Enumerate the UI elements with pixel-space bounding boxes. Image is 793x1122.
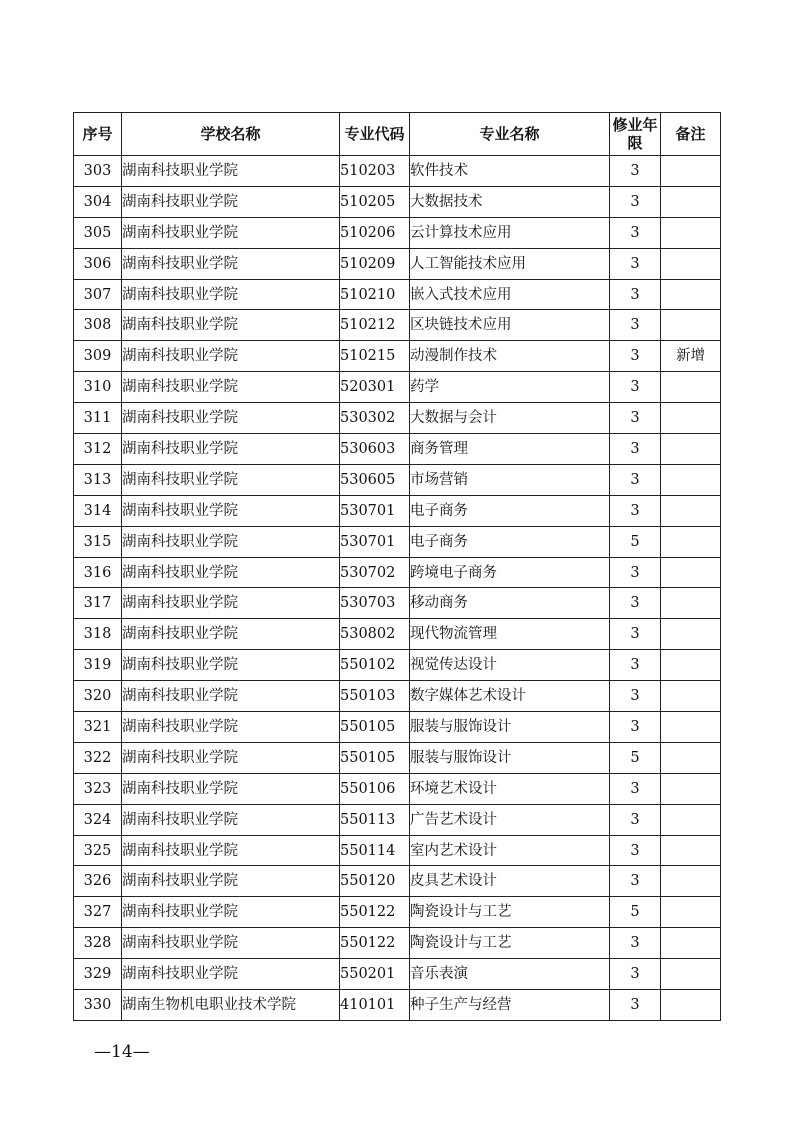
row-school: 湖南科技职业学院	[122, 248, 340, 279]
row-note	[661, 619, 721, 650]
row-note	[661, 248, 721, 279]
row-code: 550122	[340, 928, 410, 959]
table-row	[74, 279, 721, 310]
row-note	[661, 650, 721, 681]
row-major: 陶瓷设计与工艺	[410, 897, 610, 928]
row-note	[661, 681, 721, 712]
row-code: 530701	[340, 526, 410, 557]
table-header-row	[74, 113, 721, 156]
row-code: 550120	[340, 866, 410, 897]
row-major: 种子生产与经营	[410, 990, 610, 1021]
row-major: 跨境电子商务	[410, 557, 610, 588]
row-school: 湖南科技职业学院	[122, 712, 340, 743]
row-years: 3	[610, 773, 661, 804]
row-code: 550201	[340, 959, 410, 990]
table-row	[74, 495, 721, 526]
row-school: 湖南科技职业学院	[122, 619, 340, 650]
row-code: 550103	[340, 681, 410, 712]
row-school: 湖南科技职业学院	[122, 341, 340, 372]
table-row	[74, 341, 721, 372]
row-major: 人工智能技术应用	[410, 248, 610, 279]
row-index: 310	[74, 372, 122, 403]
row-code: 550114	[340, 835, 410, 866]
row-major: 视觉传达设计	[410, 650, 610, 681]
table-row	[74, 619, 721, 650]
row-code: 510212	[340, 310, 410, 341]
row-major: 药学	[410, 372, 610, 403]
row-years: 3	[610, 464, 661, 495]
row-note	[661, 310, 721, 341]
row-years: 3	[610, 403, 661, 434]
row-note	[661, 773, 721, 804]
row-code: 530302	[340, 403, 410, 434]
row-school: 湖南科技职业学院	[122, 464, 340, 495]
row-major: 市场营销	[410, 464, 610, 495]
row-index: 303	[74, 156, 122, 187]
row-index: 325	[74, 835, 122, 866]
row-years: 3	[610, 804, 661, 835]
table-row	[74, 372, 721, 403]
table-row	[74, 248, 721, 279]
header-index: 序号	[74, 113, 122, 156]
row-years: 5	[610, 897, 661, 928]
table-row	[74, 712, 721, 743]
row-major: 现代物流管理	[410, 619, 610, 650]
row-note	[661, 990, 721, 1021]
table-row	[74, 959, 721, 990]
row-major: 数字媒体艺术设计	[410, 681, 610, 712]
row-school: 湖南科技职业学院	[122, 495, 340, 526]
row-index: 323	[74, 773, 122, 804]
row-years: 3	[610, 959, 661, 990]
row-note	[661, 804, 721, 835]
row-school: 湖南生物机电职业技术学院	[122, 990, 340, 1021]
row-index: 313	[74, 464, 122, 495]
row-major: 动漫制作技术	[410, 341, 610, 372]
row-note	[661, 897, 721, 928]
row-index: 316	[74, 557, 122, 588]
row-years: 3	[610, 866, 661, 897]
table-row	[74, 156, 721, 187]
row-index: 317	[74, 588, 122, 619]
row-school: 湖南科技职业学院	[122, 742, 340, 773]
row-index: 320	[74, 681, 122, 712]
row-code: 530701	[340, 495, 410, 526]
row-note	[661, 835, 721, 866]
row-years: 3	[610, 310, 661, 341]
row-index: 311	[74, 403, 122, 434]
row-code: 530603	[340, 434, 410, 465]
table-row	[74, 773, 721, 804]
row-major: 大数据与会计	[410, 403, 610, 434]
row-years: 3	[610, 928, 661, 959]
header-note: 备注	[661, 113, 721, 156]
row-school: 湖南科技职业学院	[122, 959, 340, 990]
row-index: 319	[74, 650, 122, 681]
row-note	[661, 464, 721, 495]
row-note	[661, 495, 721, 526]
row-years: 3	[610, 279, 661, 310]
row-index: 318	[74, 619, 122, 650]
row-note	[661, 156, 721, 187]
row-index: 321	[74, 712, 122, 743]
row-index: 328	[74, 928, 122, 959]
row-years: 3	[610, 248, 661, 279]
table-row	[74, 464, 721, 495]
row-index: 306	[74, 248, 122, 279]
row-school: 湖南科技职业学院	[122, 928, 340, 959]
row-note	[661, 186, 721, 217]
table-row	[74, 990, 721, 1021]
row-index: 329	[74, 959, 122, 990]
row-note: 新增	[661, 341, 721, 372]
row-code: 530702	[340, 557, 410, 588]
row-code: 510206	[340, 217, 410, 248]
row-major: 嵌入式技术应用	[410, 279, 610, 310]
row-school: 湖南科技职业学院	[122, 681, 340, 712]
row-code: 550106	[340, 773, 410, 804]
row-code: 510205	[340, 186, 410, 217]
row-major: 商务管理	[410, 434, 610, 465]
row-index: 330	[74, 990, 122, 1021]
row-major: 软件技术	[410, 156, 610, 187]
row-index: 305	[74, 217, 122, 248]
row-school: 湖南科技职业学院	[122, 156, 340, 187]
table-row	[74, 557, 721, 588]
row-school: 湖南科技职业学院	[122, 186, 340, 217]
table-row	[74, 835, 721, 866]
row-school: 湖南科技职业学院	[122, 897, 340, 928]
row-major: 音乐表演	[410, 959, 610, 990]
page-number: —14—	[94, 1042, 150, 1062]
row-school: 湖南科技职业学院	[122, 279, 340, 310]
row-major: 广告艺术设计	[410, 804, 610, 835]
table-row	[74, 403, 721, 434]
row-years: 3	[610, 650, 661, 681]
table-row	[74, 866, 721, 897]
table-row	[74, 526, 721, 557]
row-index: 326	[74, 866, 122, 897]
row-school: 湖南科技职业学院	[122, 588, 340, 619]
row-note	[661, 279, 721, 310]
row-years: 3	[610, 434, 661, 465]
table-row	[74, 897, 721, 928]
row-years: 3	[610, 372, 661, 403]
row-note	[661, 434, 721, 465]
row-index: 314	[74, 495, 122, 526]
row-school: 湖南科技职业学院	[122, 434, 340, 465]
row-years: 3	[610, 557, 661, 588]
row-years: 3	[610, 588, 661, 619]
row-code: 550113	[340, 804, 410, 835]
row-major: 移动商务	[410, 588, 610, 619]
row-major: 云计算技术应用	[410, 217, 610, 248]
row-code: 520301	[340, 372, 410, 403]
row-code: 550102	[340, 650, 410, 681]
row-school: 湖南科技职业学院	[122, 403, 340, 434]
row-years: 3	[610, 186, 661, 217]
row-index: 308	[74, 310, 122, 341]
row-years: 3	[610, 619, 661, 650]
row-school: 湖南科技职业学院	[122, 866, 340, 897]
row-note	[661, 403, 721, 434]
header-code: 专业代码	[340, 113, 410, 156]
row-code: 550105	[340, 742, 410, 773]
row-index: 322	[74, 742, 122, 773]
row-years: 3	[610, 835, 661, 866]
row-major: 陶瓷设计与工艺	[410, 928, 610, 959]
row-school: 湖南科技职业学院	[122, 773, 340, 804]
row-years: 5	[610, 742, 661, 773]
table-row	[74, 742, 721, 773]
row-note	[661, 372, 721, 403]
table-row	[74, 217, 721, 248]
row-code: 550105	[340, 712, 410, 743]
row-code: 550122	[340, 897, 410, 928]
row-years: 3	[610, 217, 661, 248]
row-major: 皮具艺术设计	[410, 866, 610, 897]
row-index: 309	[74, 341, 122, 372]
row-note	[661, 866, 721, 897]
row-years: 3	[610, 156, 661, 187]
row-major: 大数据技术	[410, 186, 610, 217]
row-note	[661, 588, 721, 619]
table-row	[74, 804, 721, 835]
row-years: 3	[610, 341, 661, 372]
row-major: 服装与服饰设计	[410, 712, 610, 743]
table-row	[74, 186, 721, 217]
row-major: 区块链技术应用	[410, 310, 610, 341]
major-table	[73, 112, 721, 1021]
row-major: 室内艺术设计	[410, 835, 610, 866]
row-school: 湖南科技职业学院	[122, 804, 340, 835]
row-index: 324	[74, 804, 122, 835]
row-major: 电子商务	[410, 526, 610, 557]
row-code: 410101	[340, 990, 410, 1021]
row-note	[661, 742, 721, 773]
row-code: 510215	[340, 341, 410, 372]
row-code: 530605	[340, 464, 410, 495]
row-school: 湖南科技职业学院	[122, 217, 340, 248]
row-code: 510210	[340, 279, 410, 310]
row-code: 510203	[340, 156, 410, 187]
table-row	[74, 310, 721, 341]
header-school: 学校名称	[122, 113, 340, 156]
row-note	[661, 712, 721, 743]
table-row	[74, 650, 721, 681]
row-major: 服装与服饰设计	[410, 742, 610, 773]
row-index: 312	[74, 434, 122, 465]
row-school: 湖南科技职业学院	[122, 526, 340, 557]
row-years: 3	[610, 990, 661, 1021]
row-years: 3	[610, 681, 661, 712]
row-index: 304	[74, 186, 122, 217]
row-index: 307	[74, 279, 122, 310]
row-note	[661, 217, 721, 248]
table-row	[74, 434, 721, 465]
row-major: 电子商务	[410, 495, 610, 526]
header-major: 专业名称	[410, 113, 610, 156]
row-note	[661, 526, 721, 557]
header-years: 修业年限	[610, 113, 661, 156]
row-note	[661, 557, 721, 588]
row-note	[661, 959, 721, 990]
row-school: 湖南科技职业学院	[122, 557, 340, 588]
row-school: 湖南科技职业学院	[122, 372, 340, 403]
row-school: 湖南科技职业学院	[122, 650, 340, 681]
row-index: 327	[74, 897, 122, 928]
row-years: 3	[610, 495, 661, 526]
row-code: 510209	[340, 248, 410, 279]
row-major: 环境艺术设计	[410, 773, 610, 804]
table-row	[74, 588, 721, 619]
row-index: 315	[74, 526, 122, 557]
table-row	[74, 681, 721, 712]
row-school: 湖南科技职业学院	[122, 310, 340, 341]
row-code: 530703	[340, 588, 410, 619]
table-row	[74, 928, 721, 959]
row-code: 530802	[340, 619, 410, 650]
row-years: 5	[610, 526, 661, 557]
row-school: 湖南科技职业学院	[122, 835, 340, 866]
row-years: 3	[610, 712, 661, 743]
table-body	[74, 156, 721, 1021]
row-note	[661, 928, 721, 959]
